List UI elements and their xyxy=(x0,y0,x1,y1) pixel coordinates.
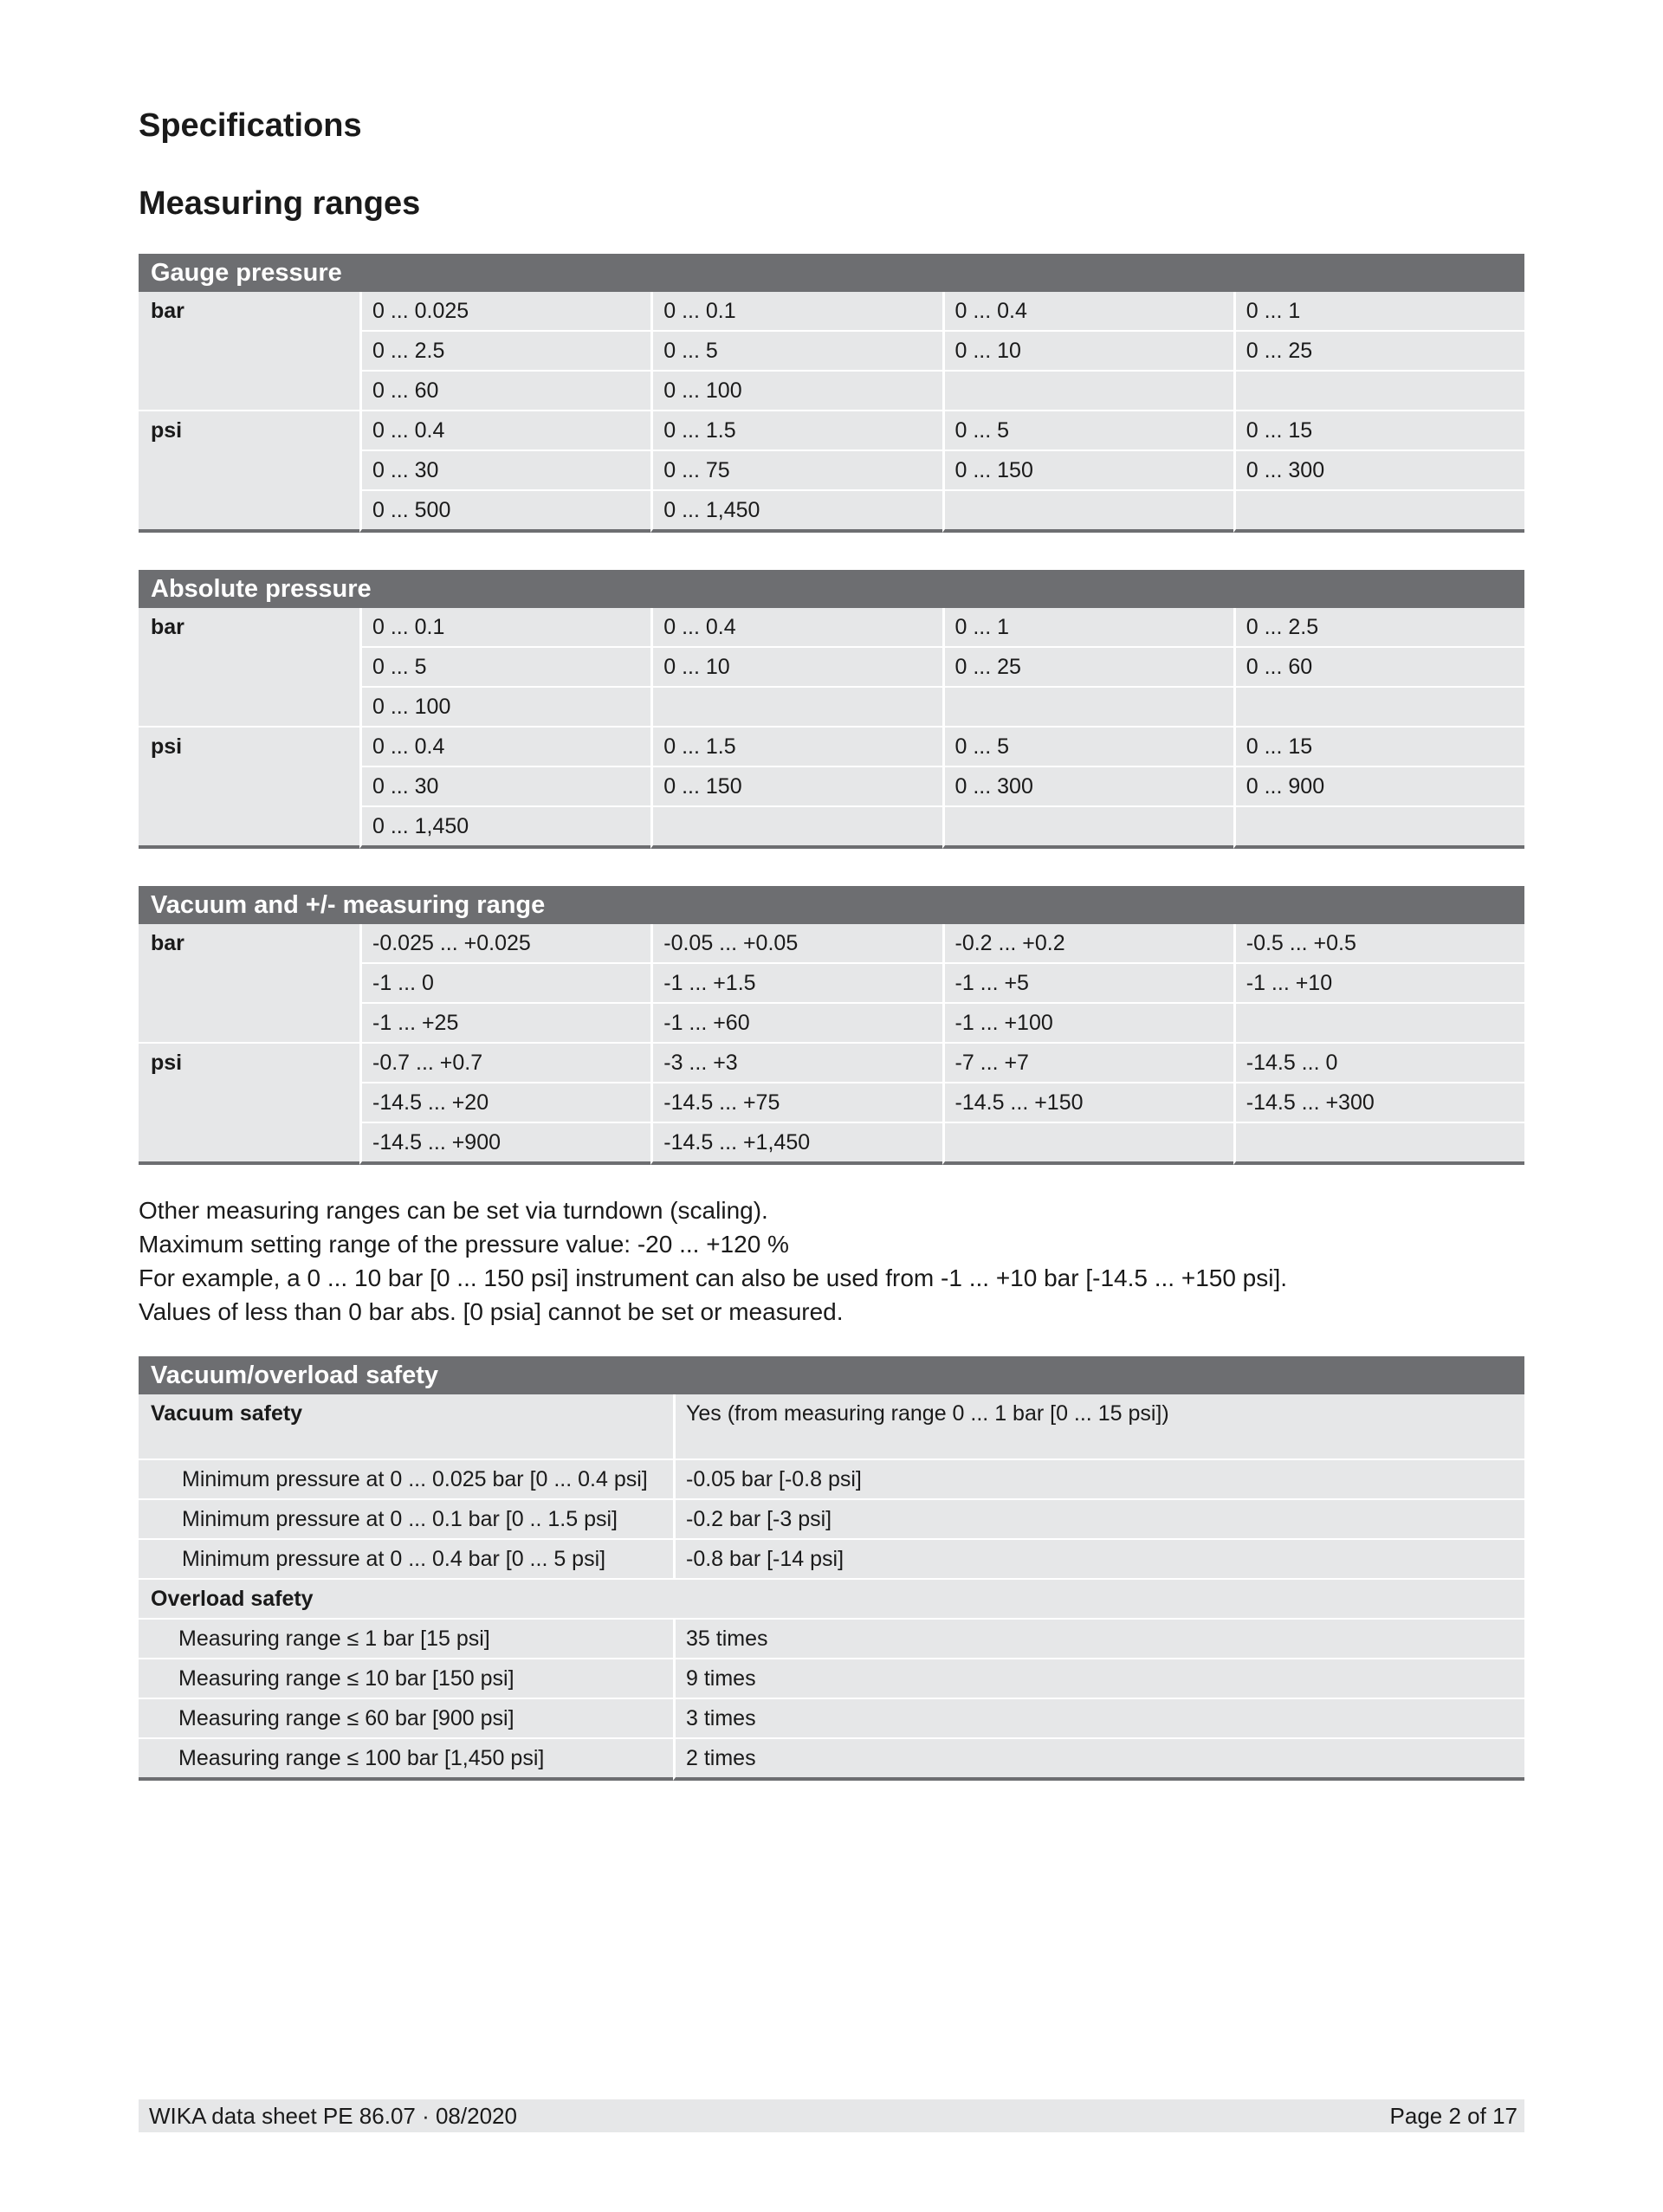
range-cell: -1 ... 0 xyxy=(359,964,650,1004)
range-cell: -0.2 ... +0.2 xyxy=(942,924,1233,964)
min-pressure-value: -0.05 bar [-0.8 psi] xyxy=(673,1460,1524,1500)
range-cell xyxy=(1233,688,1524,728)
range-cell: 0 ... 1.5 xyxy=(650,728,942,767)
unit-label: bar xyxy=(139,924,359,1044)
range-cell xyxy=(1233,372,1524,411)
table-header: Vacuum/overload safety xyxy=(139,1356,1524,1394)
range-cell: 0 ... 100 xyxy=(650,372,942,411)
range-cell: 0 ... 1,450 xyxy=(650,491,942,533)
absolute-pressure-table xyxy=(139,570,1524,849)
range-cell xyxy=(650,688,942,728)
range-cell: 0 ... 500 xyxy=(359,491,650,533)
range-cell xyxy=(650,807,942,849)
range-cell: 0 ... 60 xyxy=(359,372,650,411)
range-cell: -14.5 ... +300 xyxy=(1233,1083,1524,1123)
range-cell: 0 ... 15 xyxy=(1233,728,1524,767)
unit-label: psi xyxy=(139,1044,359,1165)
range-cell: -14.5 ... 0 xyxy=(1233,1044,1524,1083)
note-line: Values of less than 0 bar abs. [0 psia] cannot be set or measured. xyxy=(139,1298,844,1325)
unit-label: psi xyxy=(139,411,359,533)
vacuum-safety-label: Vacuum safety xyxy=(139,1394,673,1460)
vacuum-range-table xyxy=(139,886,1524,1165)
range-cell: -14.5 ... +150 xyxy=(942,1083,1233,1123)
min-pressure-value: -0.2 bar [-3 psi] xyxy=(673,1500,1524,1540)
range-cell: 0 ... 30 xyxy=(359,451,650,491)
range-cell: 0 ... 5 xyxy=(942,728,1233,767)
vacuum-safety-value: Yes (from measuring range 0 ... 1 bar [0 ... 15 psi]) xyxy=(673,1394,1524,1460)
unit-label: psi xyxy=(139,728,359,849)
range-cell xyxy=(942,372,1233,411)
range-cell: 0 ... 30 xyxy=(359,767,650,807)
overload-range-label: Measuring range ≤ 60 bar [900 psi] xyxy=(139,1699,673,1739)
range-cell: -14.5 ... +75 xyxy=(650,1083,942,1123)
range-cell: 0 ... 25 xyxy=(1233,332,1524,372)
overload-range-label: Measuring range ≤ 100 bar [1,450 psi] xyxy=(139,1739,673,1781)
range-cell: 0 ... 1.5 xyxy=(650,411,942,451)
range-cell xyxy=(1233,491,1524,533)
range-cell: 0 ... 900 xyxy=(1233,767,1524,807)
range-cell: -1 ... +100 xyxy=(942,1004,1233,1044)
range-cell xyxy=(942,807,1233,849)
range-cell: -0.025 ... +0.025 xyxy=(359,924,650,964)
range-cell: 0 ... 0.4 xyxy=(359,728,650,767)
min-pressure-label: Minimum pressure at 0 ... 0.1 bar [0 .. 1.5 psi] xyxy=(139,1500,673,1540)
range-cell: 0 ... 60 xyxy=(1233,648,1524,688)
note-line: Maximum setting range of the pressure value: -20 ... +120 % xyxy=(139,1231,789,1258)
range-cell xyxy=(942,1123,1233,1165)
range-cell: -1 ... +5 xyxy=(942,964,1233,1004)
range-cell: 0 ... 300 xyxy=(942,767,1233,807)
range-cell: -0.7 ... +0.7 xyxy=(359,1044,650,1083)
range-cell: -14.5 ... +900 xyxy=(359,1123,650,1165)
range-cell: 0 ... 5 xyxy=(942,411,1233,451)
range-cell: 0 ... 75 xyxy=(650,451,942,491)
overload-range-value: 9 times xyxy=(673,1659,1524,1699)
overload-range-value: 35 times xyxy=(673,1620,1524,1659)
table-header: Gauge pressure xyxy=(139,254,1524,292)
notes xyxy=(139,1193,1287,1329)
range-cell: 0 ... 5 xyxy=(650,332,942,372)
range-cell: -1 ... +25 xyxy=(359,1004,650,1044)
range-cell: -1 ... +60 xyxy=(650,1004,942,1044)
range-cell: 0 ... 10 xyxy=(650,648,942,688)
range-cell: 0 ... 1 xyxy=(942,608,1233,648)
range-cell: 0 ... 10 xyxy=(942,332,1233,372)
range-cell: -14.5 ... +20 xyxy=(359,1083,650,1123)
range-cell: -14.5 ... +1,450 xyxy=(650,1123,942,1165)
range-cell: 0 ... 150 xyxy=(650,767,942,807)
range-cell: -3 ... +3 xyxy=(650,1044,942,1083)
range-cell: -0.05 ... +0.05 xyxy=(650,924,942,964)
range-cell: 0 ... 0.1 xyxy=(650,292,942,332)
note-line: For example, a 0 ... 10 bar [0 ... 150 psi] instrument can also be used from -1 ... +10 bar [-14.5 ... +150 psi]. xyxy=(139,1264,1288,1291)
range-cell: 0 ... 2.5 xyxy=(1233,608,1524,648)
unit-label: bar xyxy=(139,292,359,411)
range-cell: 0 ... 0.1 xyxy=(359,608,650,648)
range-cell: 0 ... 25 xyxy=(942,648,1233,688)
table-header: Absolute pressure xyxy=(139,570,1524,608)
range-cell: 0 ... 150 xyxy=(942,451,1233,491)
range-cell: 0 ... 1 xyxy=(1233,292,1524,332)
range-cell: 0 ... 2.5 xyxy=(359,332,650,372)
range-cell xyxy=(942,491,1233,533)
min-pressure-label: Minimum pressure at 0 ... 0.4 bar [0 ... 5 psi] xyxy=(139,1540,673,1580)
range-cell xyxy=(1233,807,1524,849)
range-cell: 0 ... 100 xyxy=(359,688,650,728)
range-cell: -0.5 ... +0.5 xyxy=(1233,924,1524,964)
range-cell: 0 ... 1,450 xyxy=(359,807,650,849)
range-cell: 0 ... 0.4 xyxy=(650,608,942,648)
overload-safety-table xyxy=(139,1356,1524,1781)
overload-safety-label: Overload safety xyxy=(139,1580,1524,1620)
overload-range-value: 2 times xyxy=(673,1739,1524,1781)
range-cell xyxy=(1233,1004,1524,1044)
footer-page-number: Page 2 of 17 xyxy=(1389,2103,1517,2129)
range-cell: 0 ... 0.025 xyxy=(359,292,650,332)
overload-range-value: 3 times xyxy=(673,1699,1524,1739)
note-line: Other measuring ranges can be set via turndown (scaling). xyxy=(139,1197,768,1224)
overload-range-label: Measuring range ≤ 10 bar [150 psi] xyxy=(139,1659,673,1699)
section-title: Measuring ranges xyxy=(139,185,421,222)
range-cell: 0 ... 0.4 xyxy=(359,411,650,451)
range-cell xyxy=(942,688,1233,728)
page-title: Specifications xyxy=(139,107,362,144)
range-cell: -1 ... +1.5 xyxy=(650,964,942,1004)
footer-datasheet-id: WIKA data sheet PE 86.07 · 08/2020 xyxy=(149,2103,517,2129)
page-footer xyxy=(139,2099,1524,2132)
min-pressure-value: -0.8 bar [-14 psi] xyxy=(673,1540,1524,1580)
table-header: Vacuum and +/- measuring range xyxy=(139,886,1524,924)
overload-range-label: Measuring range ≤ 1 bar [15 psi] xyxy=(139,1620,673,1659)
gauge-pressure-table xyxy=(139,254,1524,533)
min-pressure-label: Minimum pressure at 0 ... 0.025 bar [0 ... 0.4 psi] xyxy=(139,1460,673,1500)
range-cell: 0 ... 5 xyxy=(359,648,650,688)
range-cell: 0 ... 15 xyxy=(1233,411,1524,451)
range-cell: 0 ... 0.4 xyxy=(942,292,1233,332)
range-cell: -1 ... +10 xyxy=(1233,964,1524,1004)
range-cell xyxy=(1233,1123,1524,1165)
range-cell: 0 ... 300 xyxy=(1233,451,1524,491)
unit-label: bar xyxy=(139,608,359,728)
range-cell: -7 ... +7 xyxy=(942,1044,1233,1083)
